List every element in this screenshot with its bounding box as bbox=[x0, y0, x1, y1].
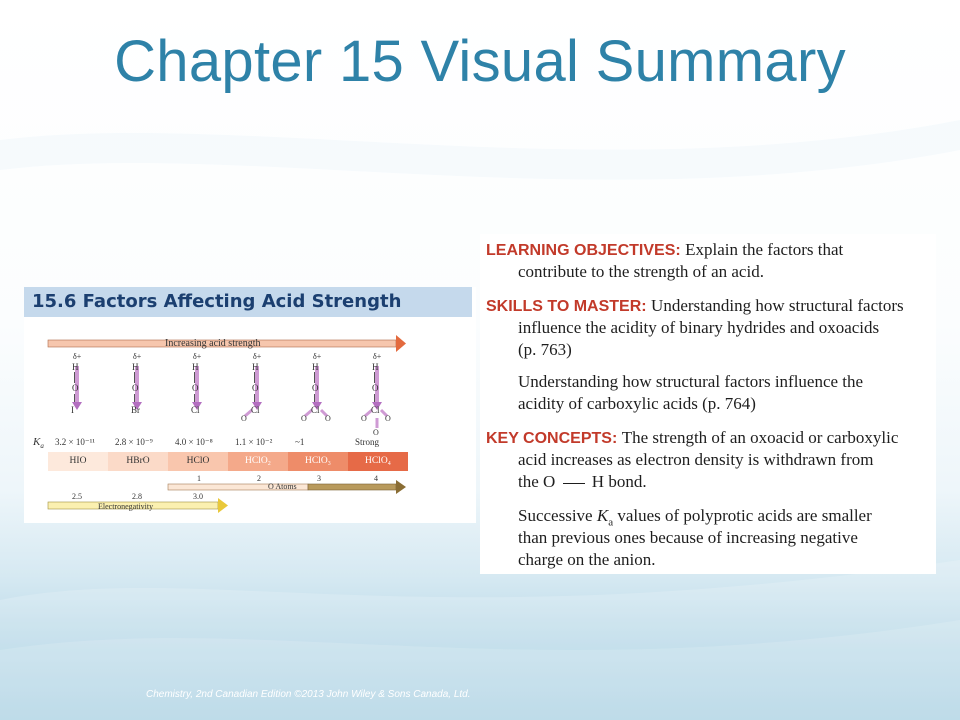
extra-oxygen: O bbox=[373, 428, 379, 437]
sm1-line-2: influence the acidity of binary hydrides and oxoacids bbox=[518, 318, 880, 337]
oxygen-atom: O bbox=[312, 383, 319, 393]
ka-value: Strong bbox=[355, 437, 380, 447]
delta-plus-label: δ+ bbox=[193, 352, 202, 361]
ka-label: $K_a$ bbox=[33, 436, 44, 451]
hydrogen-atom: H bbox=[312, 362, 319, 372]
ka-value: 3.2 × 10⁻¹¹ bbox=[55, 437, 95, 447]
delta-plus-label: δ+ bbox=[373, 352, 382, 361]
delta-plus-label: δ+ bbox=[313, 352, 322, 361]
halogen-atom: Cl bbox=[251, 405, 260, 415]
en-value-1: 2.5 bbox=[72, 492, 82, 501]
acid-strength-arrow-label: Increasing acid strength bbox=[165, 338, 261, 349]
ka-value: 1.1 × 10⁻² bbox=[235, 437, 273, 447]
kc1-line-1: The strength of an oxoacid or carboxylic bbox=[621, 428, 899, 447]
oxygen-atom: O bbox=[252, 383, 259, 393]
hydrogen-atom: H bbox=[372, 362, 379, 372]
oxygen-atom: O bbox=[132, 383, 139, 393]
acid-name: HBrO bbox=[126, 456, 150, 466]
hydrogen-atom: H bbox=[72, 362, 79, 372]
en-value-2: 2.8 bbox=[132, 492, 142, 501]
o-atoms-label: O Atoms bbox=[268, 482, 297, 491]
sm1-line-3: (p. 763) bbox=[518, 340, 572, 359]
oxygen-atom: O bbox=[372, 383, 379, 393]
acid-name: HClO₂ bbox=[244, 456, 271, 466]
o-count-2: 2 bbox=[257, 474, 261, 483]
halogen-atom: Cl bbox=[371, 405, 380, 415]
kc2-line-1: Successive $K_a$ values of polyprotic acids are smaller bbox=[518, 506, 872, 529]
acid-name: HClO₄ bbox=[364, 456, 391, 466]
sm-heading: SKILLS TO MASTER: bbox=[486, 298, 647, 315]
ka-value: 2.8 × 10⁻⁹ bbox=[115, 437, 153, 447]
kc1-line-3: the O H bond. bbox=[518, 472, 647, 491]
electronegativity-label: Electronegativity bbox=[98, 502, 154, 511]
kc-heading: KEY CONCEPTS: bbox=[486, 430, 618, 447]
key-concepts bbox=[486, 428, 898, 448]
delta-plus-label: δ+ bbox=[73, 352, 82, 361]
sm2-line-2: acidity of carboxylic acids (p. 764) bbox=[518, 394, 756, 413]
extra-oxygen: O bbox=[361, 414, 367, 423]
slide-title: Chapter 15 Visual Summary bbox=[114, 29, 846, 94]
learning-objectives bbox=[486, 240, 843, 260]
acid-name: HClO bbox=[186, 456, 210, 466]
en-value-3: 3.0 bbox=[193, 492, 203, 501]
delta-plus-label: δ+ bbox=[253, 352, 262, 361]
kc2-line-2: than previous ones because of increasing negative bbox=[518, 528, 858, 547]
oxygen-atom: O bbox=[192, 383, 199, 393]
footer-copyright: Chemistry, 2nd Canadian Edition ©2013 John Wiley & Sons Canada, Ltd. bbox=[146, 689, 471, 700]
kc2-line-3: charge on the anion. bbox=[518, 550, 656, 569]
ka-value: ~1 bbox=[295, 437, 305, 447]
kc1-line-2: acid increases as electron density is withdrawn from bbox=[518, 450, 874, 469]
objectives-panel bbox=[480, 234, 936, 574]
sm1-line-1: Understanding how structural factors bbox=[651, 296, 904, 315]
lo-line-2: contribute to the strength of an acid. bbox=[518, 262, 764, 281]
molecule-structures bbox=[72, 366, 387, 428]
figure-heading: 15.6 Factors Affecting Acid Strength bbox=[32, 291, 402, 312]
extra-oxygen: O bbox=[325, 414, 331, 423]
oh-bond-line bbox=[563, 483, 585, 484]
halogen-atom: Cl bbox=[191, 405, 200, 415]
oxygen-atom: O bbox=[72, 383, 79, 393]
halogen-atom: I bbox=[71, 405, 74, 415]
skills-to-master bbox=[486, 296, 904, 316]
hydrogen-atom: H bbox=[132, 362, 139, 372]
o-count-1: 1 bbox=[197, 474, 201, 483]
acid-name: HIO bbox=[69, 456, 87, 466]
lo-line-1: Explain the factors that bbox=[685, 240, 844, 259]
extra-oxygen: O bbox=[301, 414, 307, 423]
sm2-line-1: Understanding how structural factors influence the bbox=[518, 372, 864, 391]
acid-name: HClO₃ bbox=[304, 456, 331, 466]
hydrogen-atom: H bbox=[192, 362, 199, 372]
ka-value: 4.0 × 10⁻⁸ bbox=[175, 437, 213, 447]
halogen-atom: Cl bbox=[311, 405, 320, 415]
o-count-4: 4 bbox=[374, 474, 378, 483]
o-count-3: 3 bbox=[317, 474, 321, 483]
hydrogen-atom: H bbox=[252, 362, 259, 372]
delta-plus-label: δ+ bbox=[133, 352, 142, 361]
extra-oxygen: O bbox=[385, 414, 391, 423]
halogen-atom: Br bbox=[131, 405, 140, 415]
lo-heading: LEARNING OBJECTIVES: bbox=[486, 242, 681, 259]
extra-oxygen: O bbox=[241, 414, 247, 423]
